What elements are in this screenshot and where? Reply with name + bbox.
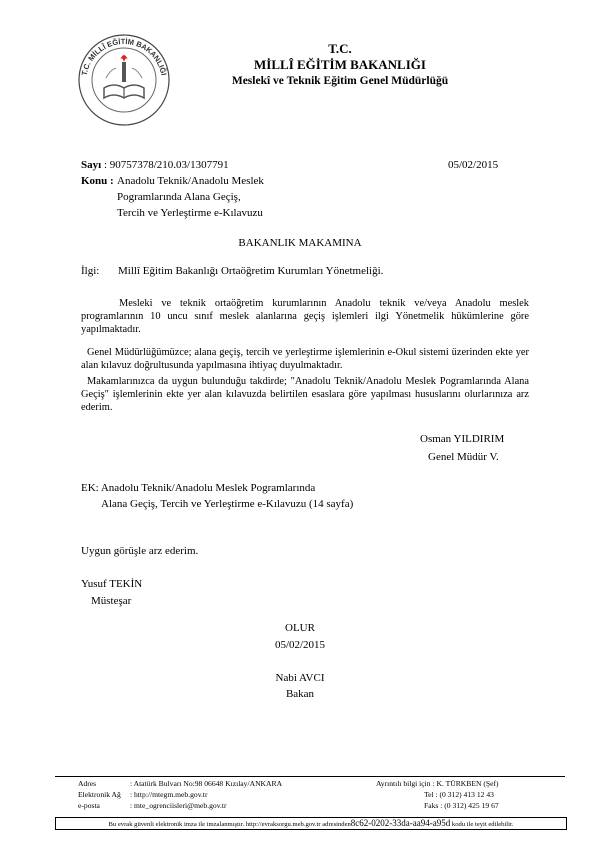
konu-line-3: Tercih ve Yerleştirme e-Kılavuzu: [117, 207, 263, 219]
footer-elektronik-label: Elektronik Ağ: [78, 790, 121, 799]
signer2-name: Yusuf TEKİN: [81, 578, 143, 590]
verification-strip: [55, 817, 567, 830]
paragraph-3: Makamlarınızca da uygun bulunduğu takdirde; "Anadolu Teknik/Anadolu Meslek Pogramlarında Alana Geçiş" işlemlerinin ekte yer alan kılavuzda belirtilen esaslara göre yapılması hususlarını olurlarınıza arz ederim.: [81, 376, 529, 414]
signer2-title: Müsteşar: [91, 595, 132, 607]
sayi-row: [81, 158, 229, 172]
konu-line-1: Anadolu Teknik/Anadolu Meslek: [117, 175, 264, 187]
konu-line-2: Pogramlarında Alana Geçiş,: [117, 191, 241, 203]
paragraph-2: Genel Müdürlüğümüzce; alana geçiş, tercih ve yerleştirme işlemlerinin e-Okul sistemi üzerinden ekte yer alan kılavuz doğrultusunda yapılmasına ihtiyaç duyulmaktadır.: [81, 347, 529, 372]
ilgi-text: Millî Eğitim Bakanlığı Ortaöğretim Kurumları Yönetmeliği.: [118, 265, 384, 277]
signer1-name: Osman YILDIRIM: [420, 433, 505, 445]
closing-text: Uygun görüşle arz ederim.: [81, 545, 199, 557]
footer-tel-line: Tel : (0 312) 413 12 43: [424, 790, 494, 799]
verification-code: 8c62-0202-33da-aa94-a95d: [350, 818, 451, 828]
footer-elektronik-value: : http://mtegm.meb.gov.tr: [130, 790, 208, 799]
verification-suffix: kodu ile teyit edilebilir.: [451, 821, 514, 828]
header-ministry: MİLLÎ EĞİTİM BAKANLIĞI: [254, 57, 426, 72]
konu-label: Konu :: [81, 175, 114, 187]
footer-eposta-value: : mte_ogrenciisleri@meb.gov.tr: [130, 801, 227, 810]
signer1-title: Genel Müdür V.: [428, 451, 499, 463]
header-directorate: Meslekî ve Teknik Eğitim Genel Müdürlüğü: [231, 75, 449, 87]
document-date: 05/02/2015: [448, 159, 499, 171]
footer-eposta-label: e-posta: [78, 801, 100, 810]
ek-line-1: EK: Anadolu Teknik/Anadolu Meslek Pogramlarında: [81, 482, 316, 494]
signer3-name: Nabi AVCI: [275, 672, 325, 684]
sayi-value: : 90757378/210.03/1307791: [103, 159, 229, 171]
paragraph-1: Mesleki ve teknik ortaöğretim kurumlarının Anadolu teknik ve/veya Anadolu meslek programlarının 10 uncu sınıf meslek alanlarına geçiş işlemleri ilgi Yönetmelik hükümlerine göre yapılmaktadır.: [81, 298, 529, 336]
ek-line-2: Alana Geçiş, Tercih ve Yerleştirme e-Kılavuzu (14 sayfa): [101, 498, 354, 510]
footer-info-line: Ayrıntılı bilgi için : K. TÜRKBEN (Şef): [376, 779, 499, 788]
footer-faks-line: Faks : (0 312) 425 19 67: [424, 801, 499, 810]
ilgi-label: İlgi:: [81, 265, 100, 277]
footer-divider: [55, 776, 565, 777]
footer-adres-value: : Atatürk Bulvarı No:98 06648 Kızılay/ANKARA: [130, 779, 283, 788]
svg-text:T.C. MİLLÎ EĞİTİM BAKANLIĞI: T.C. MİLLÎ EĞİTİM BAKANLIĞI: [79, 36, 169, 77]
signer3-title: Bakan: [285, 688, 315, 700]
sayi-label: Sayı: [81, 159, 102, 171]
addressee: BAKANLIK MAKAMINA: [238, 237, 362, 249]
footer-adres-label: Adres: [78, 779, 97, 788]
olur-date: 05/02/2015: [274, 639, 326, 651]
olur-label: OLUR: [285, 622, 315, 634]
header-tc: T.C.: [328, 41, 352, 56]
verification-prefix: Bu evrak güvenli elektronik imza ile imzalanmıştır. http://evraksorgu.meb.gov.tr adresinden: [108, 821, 351, 828]
ministry-logo: [76, 32, 172, 128]
